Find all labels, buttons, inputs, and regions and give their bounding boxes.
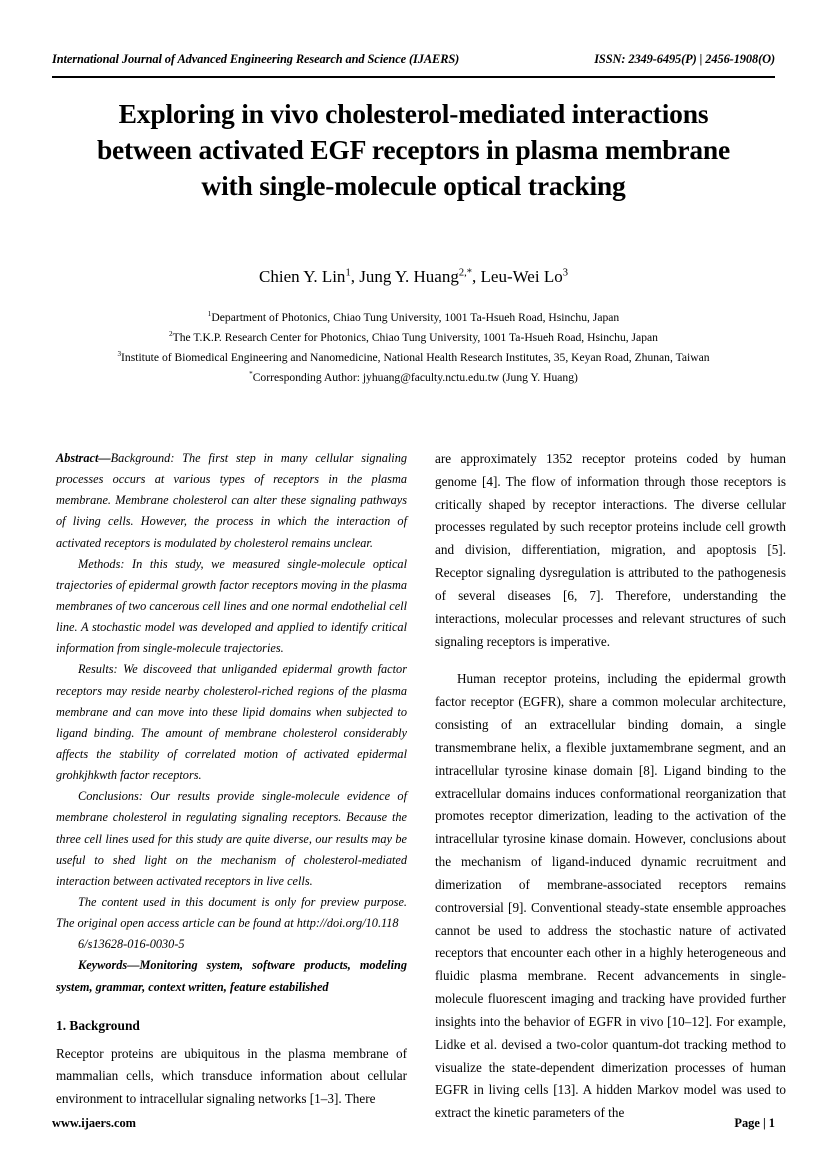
background-paragraph-2: Human receptor proteins, including the epidermal growth factor receptor (EGFR), share a common molecular architecture, consisting of an extracellular binding domain, a single transmembrane helix, a flexible juxtamembrane segment, and an intracellular tyrosine kinase domain [8]. Ligand binding to the extracellular domains induces conformational reorganization that promotes receptor dimerization, leading to the activation of the intracellular tyrosine kinase domain. However, conclusions about the mechanism of ligand-induced dynamic recruitment and dimerization of membrane-associated receptors remains controversial [9]. Conventional steady-state ensemble approaches cannot be used to address the stochastic nature of activated receptors that encounter each other in a highly heterogeneous and fluidic plasma membrane. Recent advancements in single-molecule fluorescent imaging and tracking have provided further insights into the behavior of EGFR in vivo [10–12]. For example, Lidke et al. devised a two-color quantum-dot tracking method to visualize the state-dependent dimerization processes of human EGFR in living cells [13]. A hidden Markov model was used to extract the kinetic parameters of the [435,671,786,1121]
abstract-conclusions: Conclusions: Our results provide single-molecule evidence of membrane cholesterol in regulating signaling receptors. Because the three cell lines used for this study are quite diverse, our results may be useful to shed light on the mechanism of cholesterol-mediated interaction between activated receptors in live cells. [56,789,407,888]
keywords-label: Keywords— [78,958,140,973]
affiliation-item [56,308,771,328]
affiliation-text: Institute of Biomedical Engineering and Nanomedicine, National Health Research Institutes, 35, Keyan Road, Zhunan, Taiwan [121,350,710,364]
header-divider [52,76,775,78]
background-paragraph-right-continued: are approximately 1352 receptor proteins coded by human genome [4]. The flow of information through those receptors is critically shaped by receptor interactions. The diverse cellular processes regulated by such receptor proteins include cell growth and division, differentiation, migration, and apoptosis [5]. Receptor signaling dysregulation is attributed to the pathogenesis of several diseases [6, 7]. Therefore, understanding the interactions, molecular processes and relevant structures of such signaling receptors is imperative. [435,451,786,649]
author-name: Chien Y. Lin [259,267,346,286]
issn-label: ISSN: 2349-6495(P) | 2456-1908(O) [594,52,775,66]
author-name: Jung Y. Huang [359,267,459,286]
affiliation-text: Department of Photonics, Chiao Tung University, 1001 Ta-Hsueh Road, Hsinchu, Japan [211,311,620,324]
journal-name: International Journal of Advanced Engineering Research and Science (IJAERS) [52,52,460,66]
corresponding-text: Corresponding Author: jyhuang@faculty.nctu.edu.tw (Jung Y. Huang) [252,370,578,384]
preview-purpose-note-tail: 6/s13628-016-0030-5 [78,937,185,952]
author-affil-marker: 1 [345,267,351,279]
page-title: Exploring in vivo cholesterol-mediated interactions between activated EGF receptors in plasma membrane with single-molecule optical tracking [96,98,731,201]
author-affil-marker: 3 [562,267,568,279]
background-paragraph-left: Receptor proteins are ubiquitous in the plasma membrane of mammalian cells, which transduce information about cellular environment to intracellular signaling networks [1–3]. There [56,1045,407,1107]
abstract-label: Abstract— [56,451,111,465]
affiliation-marker: 3 [117,350,122,359]
author-list [60,267,767,287]
body-columns [56,448,786,1121]
running-header [52,52,775,67]
keywords-line [56,955,407,997]
author-name: Leu-Wei Lo [480,267,563,286]
right-column [435,448,786,1121]
corresponding-author [56,368,771,388]
author-separator: , [472,267,481,286]
keywords-text: Monitoring system, software products, modeling system, grammar, context written, feature estabilished [56,958,407,994]
affiliation-marker: 2 [169,330,173,339]
abstract-results: Results: We discoveed that unliganded epidermal growth factor receptors may reside nearby cholesterol-riched regions of the plasma membrane and can move into these lipid domains when subjected to ligand binding. The amount of membrane cholesterol considerably affects the stability of correlated motion of activated epidermal grohkjhkwth factor receptors. [56,662,407,783]
author-entry [359,267,480,286]
footer-website[interactable]: www.ijaers.com [52,1116,136,1130]
author-entry [481,267,568,286]
author-separator: , [350,267,360,286]
preview-purpose-note: The content used in this document is only for preview purpose. The original open access article can be found at http://doi.org/10.118 [56,894,407,931]
footer-page-number: Page | 1 [734,1116,775,1130]
abstract-background [56,448,407,554]
corresponding-marker: * [249,369,253,378]
author-affil-marker: 2,* [458,267,473,279]
abstract-methods: Methods: In this study, we measured single-molecule optical trajectories of epidermal growth factor receptors moving in the plasma membranes of two cancerous cell lines and one normal endothelial cell line. A stochastic model was developed and applied to identify critical information from single-molecule trajectories. [56,556,407,656]
section-heading-background: 1. Background [56,1017,140,1033]
affiliation-block [56,308,771,388]
affiliation-marker: 1 [207,310,212,319]
affiliation-text: The T.K.P. Research Center for Photonics, Chiao Tung University, 1001 Ta-Hsueh Road, Hsinchu, Japan [172,330,658,344]
abstract-background-text: Background: The first step in many cellular signaling processes occurs at various types of receptors in the plasma membrane. Membrane cholesterol can alter these signaling pathways of living cells. However, the process in which the interaction of activated receptors is modulated by cholesterol remains unclear. [56,451,407,550]
affiliation-item [56,348,771,368]
affiliation-item [56,328,771,348]
page-footer [52,1116,775,1131]
left-column [56,448,407,1107]
author-entry [259,267,359,286]
